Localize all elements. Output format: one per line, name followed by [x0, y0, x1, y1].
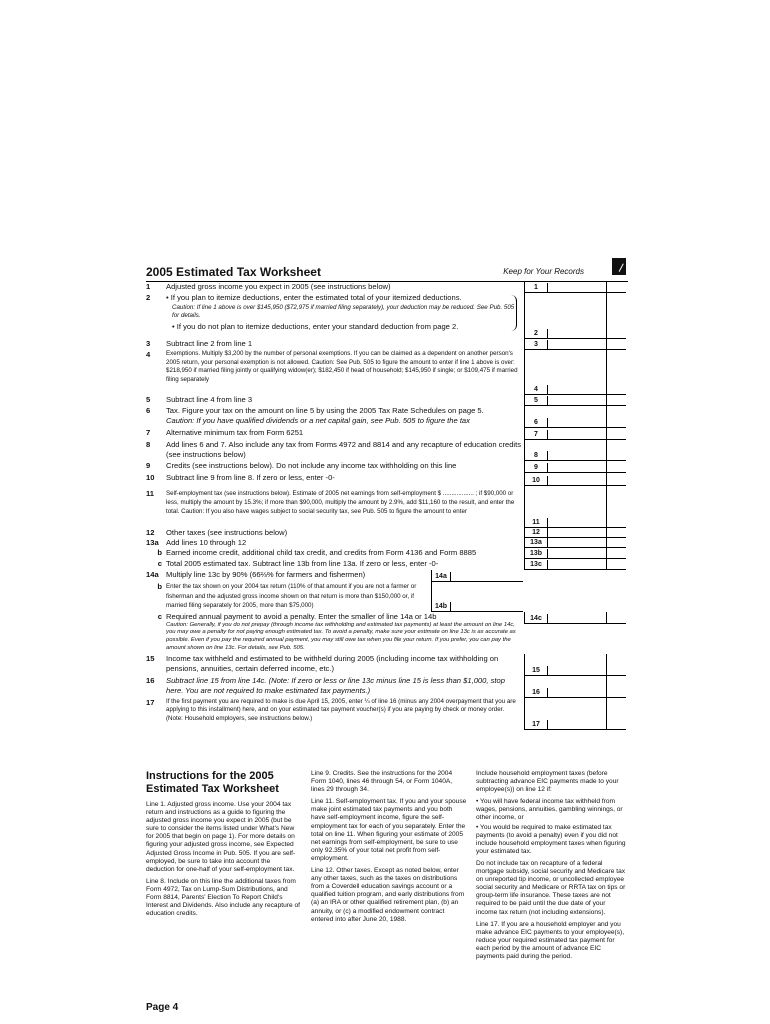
box-label: 14c: [525, 614, 548, 623]
worksheet-line: [146, 293, 628, 339]
worksheet-line: [146, 559, 628, 570]
worksheet-line: [146, 582, 628, 612]
box-label: 13b: [525, 549, 548, 558]
cents-box[interactable]: [606, 339, 626, 350]
box-label: 9: [525, 463, 548, 472]
amount-box[interactable]: [524, 440, 606, 461]
instruction-bullet: • You would be required to make estimated tax payments (to avoid a penalty) even if you did not include household employment taxes when figuring your estimated tax.: [476, 823, 626, 855]
line-number: 10: [146, 473, 155, 482]
instruction-paragraph: Line 17. If you are a household employer and you make advance EIC payments to your employee(s), reduce your required estimated tax payment for each period by the amount of advance EIC payments paid during the period.: [476, 920, 625, 960]
worksheet-line: [146, 528, 628, 538]
worksheet-line: [146, 570, 628, 582]
box-label: 5: [525, 396, 548, 405]
line-text: If the first payment you are required to make is due April 15, 2005, enter ¼ of line 16 (minus any 2004 overpayment that you are applying to this installment) here, and on your estimated tax payment voucher(s) if you are paying by check or money order. (Note: Household employers, see instructions below.): [166, 698, 516, 722]
line-text: Adjusted gross income you expect in 2005 (see instructions below): [166, 282, 391, 291]
line-text: Earned income credit, additional child tax credit, and credits from Form 4136 and Form 8885: [166, 548, 477, 557]
line-text: • If you plan to itemize deductions, enter the estimated total of your itemized deductions.: [166, 293, 462, 302]
amount-box[interactable]: [524, 395, 606, 406]
worksheet-line: [146, 395, 628, 406]
cents-box[interactable]: [606, 528, 626, 538]
worksheet-line: [146, 461, 628, 473]
box-label: 13a: [525, 538, 548, 547]
cents-box[interactable]: [606, 440, 626, 461]
amount-box[interactable]: [524, 293, 606, 339]
box-label: 7: [525, 430, 548, 439]
line-number: 17: [146, 698, 155, 707]
cents-box[interactable]: [606, 698, 626, 730]
instruction-paragraph: Do not include tax on recapture of a federal mortgage subsidy, social security and Medicare tax on unreported tip income, or uncollected employee social security and Medicare or RRTA tax on tips or group-term life insurance. These taxes are not required to be paid until the due date of your income tax return (not including extensions).: [476, 859, 626, 916]
line-text: Self-employment tax (see instructions below). Estimate of 2005 net earnings from self-employment $ .................. ; if $90,000 or less, multiply the amount by 15.3%; if more than $90,000, multiply the amount by 2.9%, add $11,160 to the result, and enter the total. Caution: If you also have wages subject to social security tax, see Pub. 505 to figure the amount to enter: [166, 490, 515, 515]
worksheet-line: [146, 486, 628, 528]
box-label: 15: [525, 666, 548, 675]
line-text: Subtract line 2 from line 1: [166, 339, 253, 348]
amount-box[interactable]: [524, 282, 606, 293]
worksheet-line: [146, 698, 628, 730]
line-number: c: [157, 612, 162, 621]
page-number: Page 4: [146, 1002, 179, 1013]
worksheet-title: 2005 Estimated Tax Worksheet: [146, 265, 321, 279]
box-label: 6: [525, 418, 548, 427]
worksheet-lines: [146, 282, 628, 730]
box-label: 1: [525, 283, 548, 292]
cents-box[interactable]: [606, 548, 626, 559]
line-text: Add lines 10 through 12: [166, 538, 247, 547]
amount-box[interactable]: [431, 582, 523, 612]
box-label: 11: [525, 518, 548, 527]
amount-box[interactable]: [524, 473, 606, 486]
instruction-bullet: • You will have federal income tax withheld from wages, pensions, annuities, gambling winnings, or other income, or: [476, 798, 623, 822]
line-number: 7: [146, 428, 151, 437]
amount-box[interactable]: [524, 461, 606, 473]
cents-box[interactable]: [606, 406, 626, 428]
line-number: b: [157, 548, 162, 557]
instruction-paragraph: Line 11. Self-employment tax. If you and your spouse make joint estimated tax payments and you both have self-employment income, figure the self-employment tax for each of you separately. Enter the total on line 11. When figuring your estimate of 2005 net earnings from self-employment, be sure to use only 92.35% of your total net profit from self-employment.: [311, 798, 467, 862]
worksheet-line: [146, 654, 628, 676]
cents-box[interactable]: [606, 428, 626, 440]
line-text: Alternative minimum tax from Form 6251: [166, 428, 304, 437]
line-text: Subtract line 15 from line 14c. (Note: If zero or less or line 13c minus line 15 is less than $1,000, stop here. You are not required to make estimated tax payments.): [166, 676, 505, 695]
amount-box[interactable]: [524, 538, 606, 548]
line-text: Enter the tax shown on your 2004 tax return (110% of that amount if you are not a farmer or fisherman and the adjusted gross income shown on that return is more than $150,000 or, if married filing separately for 2005, more than $75,000): [166, 583, 417, 609]
instruction-paragraph: Line 9. Credits. See the instructions for the 2004 Form 1040, lines 46 through 54, or Form 1040A, lines 29 through 34.: [311, 770, 453, 794]
line-number: 6: [146, 406, 151, 415]
worksheet-line: [146, 548, 628, 559]
instructions-heading: Instructions for the 2005 Estimated Tax Worksheet: [146, 770, 279, 795]
box-label: 14b: [432, 602, 451, 611]
line-text: Total 2005 estimated tax. Subtract line 13b from line 13a. If zero or less, enter -0-: [166, 559, 439, 568]
amount-box[interactable]: [524, 339, 606, 350]
box-label: 17: [525, 720, 548, 729]
cents-box[interactable]: [606, 654, 626, 676]
line-number: 11: [146, 489, 155, 498]
line-text: Subtract line 9 from line 8. If zero or less, enter -0-: [166, 473, 335, 482]
cents-box[interactable]: [606, 395, 626, 406]
amount-box[interactable]: [524, 486, 606, 528]
box-label: 10: [525, 476, 548, 485]
caution-text: Caution: If line 1 above is over $145,950 ($72,975 if married filing separately), your deduction may be reduced. See Pub. 505 for details.: [172, 303, 515, 319]
caution-text: Caution: Generally, if you do not prepay (through income tax withholding and estimated tax payments) at least the amount on line 14c, you may owe a penalty for not paying enough estimated tax. To avoid a penalty, make sure your estimate on line 13c is as accurate as possible. Even if you pay the required annual payment, you may still owe tax when you file your return. If you prefer, you can pay the amount shown on line 13c. For details, see Pub. 505.: [166, 621, 516, 651]
amount-box[interactable]: [524, 676, 606, 698]
cents-box[interactable]: [606, 282, 626, 293]
box-label: 8: [525, 451, 548, 460]
caution-text: Caution: If you have qualified dividends or a net capital gain, see Pub. 505 to figure the tax: [166, 415, 470, 425]
line-number: 16: [146, 676, 155, 685]
amount-box[interactable]: [524, 428, 606, 440]
instruction-paragraph: Include household employment taxes (before subtracting advance EIC payments made to your employee(s)) on line 12 if:: [476, 770, 619, 794]
worksheet-line: [146, 406, 628, 428]
amount-box[interactable]: [524, 350, 606, 395]
worksheet-line: [146, 282, 628, 293]
cents-box[interactable]: [606, 461, 626, 473]
cents-box[interactable]: [606, 538, 626, 548]
worksheet-line: [146, 612, 628, 654]
estimated-tax-worksheet: [146, 265, 628, 730]
amount-box[interactable]: [524, 559, 606, 570]
pen-icon: [612, 258, 626, 275]
line-text-group: [166, 612, 521, 654]
line-text: Add lines 6 and 7. Also include any tax from Forms 4972 and 8814 and any recapture of education credits (see instructions below): [166, 440, 521, 459]
box-label: 4: [525, 385, 548, 394]
cents-box[interactable]: [606, 612, 626, 624]
instructions-column-2: [311, 770, 467, 928]
line-text: Income tax withheld and estimated to be withheld during 2005 (including income tax withholding on pensions, annuities, certain deferred income, etc.): [166, 654, 499, 673]
cents-box[interactable]: [606, 350, 626, 395]
instructions-column-3: [476, 770, 628, 965]
line-number: 13a: [146, 538, 159, 547]
cents-box[interactable]: [606, 293, 626, 339]
worksheet-line: [146, 350, 628, 395]
amount-box[interactable]: [524, 528, 606, 538]
line-text: Credits (see instructions below). Do not include any income tax withholding on this line: [166, 461, 457, 470]
cents-box[interactable]: [606, 559, 626, 570]
box-label: 2: [525, 329, 548, 338]
instruction-paragraph: Line 8. Include on this line the additional taxes from Form 4972, Tax on Lump-Sum Distributions, and Form 8814, Parents' Election To Report Child's Interest and Dividends. Also include any recapture of education credits.: [146, 877, 300, 918]
line-number: 8: [146, 440, 151, 449]
worksheet-line: [146, 473, 628, 486]
line-number: 2: [146, 293, 151, 302]
box-label: 12: [525, 528, 548, 537]
worksheet-line: [146, 440, 628, 461]
line-number: b: [157, 582, 162, 591]
line-text: Required annual payment to avoid a penalty. Enter the smaller of line 14a or 14b: [166, 612, 437, 621]
line-number: 3: [146, 339, 151, 348]
box-label: 13c: [525, 560, 548, 569]
instruction-paragraph: Line 1. Adjusted gross income. Use your 2004 tax return and instructions as a guide to figuring the adjusted gross income you expect in 2005 (but be sure to consider the items listed under What's New for 2005 that begin on page 1). For more details on figuring your adjusted gross income, see Expected Adjusted Gross Income in Pub. 505. If you are self-employed, be sure to take into account the deduction for one-half of your self-employment tax.: [146, 801, 296, 873]
amount-box[interactable]: [524, 612, 606, 624]
cents-box[interactable]: [606, 486, 626, 528]
line-number: 15: [146, 654, 155, 663]
worksheet-line: [146, 538, 628, 548]
line-text: Subtract line 4 from line 3: [166, 395, 253, 404]
box-label: 16: [525, 688, 548, 697]
line-text: Tax. Figure your tax on the amount on line 5 by using the 2005 Tax Rate Schedules on page 5.: [166, 406, 484, 415]
amount-box[interactable]: [431, 570, 523, 582]
amount-box[interactable]: [524, 698, 606, 730]
box-label: 3: [525, 340, 548, 349]
line-number: c: [157, 559, 162, 568]
worksheet-line: [146, 676, 628, 698]
line-number: 14a: [146, 570, 159, 579]
cents-box[interactable]: [606, 676, 626, 698]
line-number: 1: [146, 282, 151, 291]
worksheet-line: [146, 339, 628, 350]
instruction-paragraph: Line 12. Other taxes. Except as noted below, enter any other taxes, such as the taxes on distributions from a Coverdell education savings account or a qualified tuition program, and early distributions from (a) an IRA or other qualified retirement plan, (b) an annuity, or (c) a modified endowment contract entered into after June 20, 1988.: [311, 867, 465, 923]
line-text: Multiply line 13c by 90% (66⅔% for farmers and fishermen): [166, 570, 366, 579]
line-text: Exemptions. Multiply $3,200 by the number of personal exemptions. If you can be claimed as a dependent on another person's 2005 return, your personal exemption is not allowed. Caution: See Pub. 505 to figure the amount to enter if line 1 above is over: $218,950 if married filing jointly or qualifying widow(er); $182,450 if head of household; $145,950 if single; or $109,475 if married filing separately: [166, 350, 518, 383]
line-number: 5: [146, 395, 151, 404]
line-number: 12: [146, 528, 155, 537]
cents-box[interactable]: [606, 473, 626, 486]
amount-box[interactable]: [524, 548, 606, 559]
worksheet-header: [146, 265, 628, 282]
amount-box[interactable]: [524, 406, 606, 428]
worksheet-line: [146, 428, 628, 440]
line-text-group: [166, 293, 521, 339]
line-text-alt: • If you do not plan to itemize deductions, enter your standard deduction from page 2.: [172, 321, 459, 331]
keep-for-records: Keep for Your Records: [503, 267, 584, 276]
brace: [510, 295, 517, 331]
line-text-group: [166, 406, 521, 428]
instructions-column-1: [146, 770, 300, 922]
line-number: 9: [146, 461, 151, 470]
line-text: Other taxes (see instructions below): [166, 528, 288, 537]
amount-box[interactable]: [524, 654, 606, 676]
line-number: 4: [146, 350, 151, 359]
box-label: 14a: [432, 572, 451, 581]
